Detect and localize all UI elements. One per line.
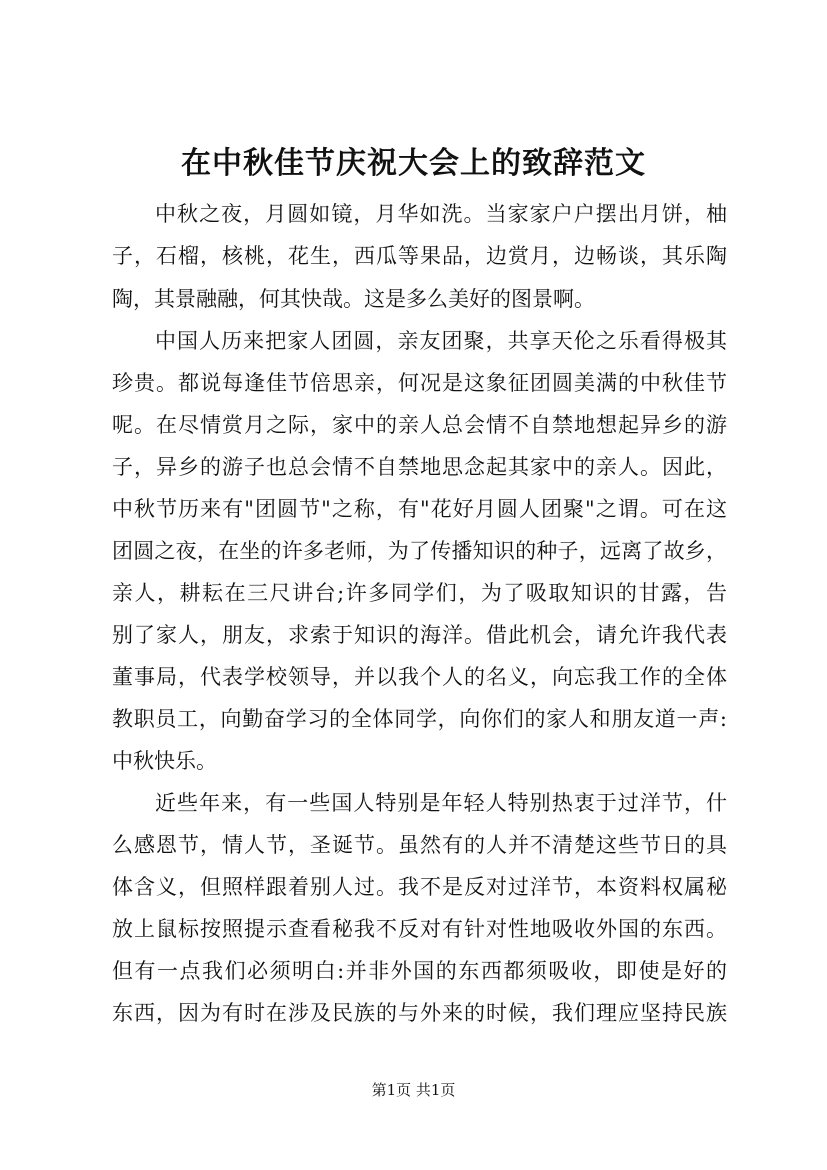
paragraph-2-line-6: 团圆之夜，在坐的许多老师，为了传播知识的种子，远离了故乡， xyxy=(112,539,727,563)
paragraph-2-line-11: 中秋快乐。 xyxy=(112,749,217,773)
paragraph-3-line-1: 近些年来，有一些国人特别是年轻人特别热衷于过洋节，什 xyxy=(155,791,727,815)
paragraph-2-line-5: 中秋节历来有"团圆节"之称，有"花好月圆人团聚"之谓。可在这 xyxy=(112,497,727,521)
page-number-footer: 第1页 共1页 xyxy=(371,1081,456,1099)
paragraph-2-line-8: 别了家人，朋友，求索于知识的海洋。借此机会，请允许我代表 xyxy=(112,623,727,647)
paragraph-1-line-2: 子，石榴，核桃，花生，西瓜等果品，边赏月，边畅谈，其乐陶 xyxy=(112,244,727,268)
paragraph-2-line-7: 亲人，耕耘在三尺讲台;许多同学们，为了吸取知识的甘露，告 xyxy=(112,581,727,605)
paragraph-2-line-10: 教职员工，向勤奋学习的全体同学，向你们的家人和朋友道一声: xyxy=(112,707,727,731)
paragraph-2-line-9: 董事局，代表学校领导，并以我个人的名义，向忘我工作的全体 xyxy=(112,665,727,689)
paragraph-3-line-5: 但有一点我们必须明白:并非外国的东西都须吸收，即使是好的 xyxy=(112,959,727,983)
paragraph-3-line-3: 体含义，但照样跟着别人过。我不是反对过洋节，本资料权属秘 xyxy=(112,875,727,899)
paragraph-2-line-4: 子，异乡的游子也总会情不自禁地思念起其家中的亲人。因此， xyxy=(112,455,727,479)
paragraph-3-line-6: 东西，因为有时在涉及民族的与外来的时候，我们理应坚持民族 xyxy=(112,1001,727,1025)
paragraph-1-line-1: 中秋之夜，月圆如镜，月华如洗。当家家户户摆出月饼，柚 xyxy=(155,202,727,226)
paragraph-2-line-3: 呢。在尽情赏月之际，家中的亲人总会情不自禁地想起异乡的游 xyxy=(112,413,727,437)
paragraph-1-line-3: 陶，其景融融，何其快哉。这是多么美好的图景啊。 xyxy=(112,287,595,311)
paragraph-3-line-2: 么感恩节，情人节，圣诞节。虽然有的人并不清楚这些节日的具 xyxy=(112,833,727,857)
paragraph-2-line-2: 珍贵。都说每逢佳节倍思亲，何况是这象征团圆美满的中秋佳节 xyxy=(112,371,727,395)
document-title: 在中秋佳节庆祝大会上的致辞范文 xyxy=(181,146,646,181)
paragraph-2-line-1: 中国人历来把家人团圆，亲友团聚，共享天伦之乐看得极其 xyxy=(155,329,727,353)
paragraph-3-line-4: 放上鼠标按照提示查看秘我不反对有针对性地吸收外国的东西。 xyxy=(112,917,727,941)
